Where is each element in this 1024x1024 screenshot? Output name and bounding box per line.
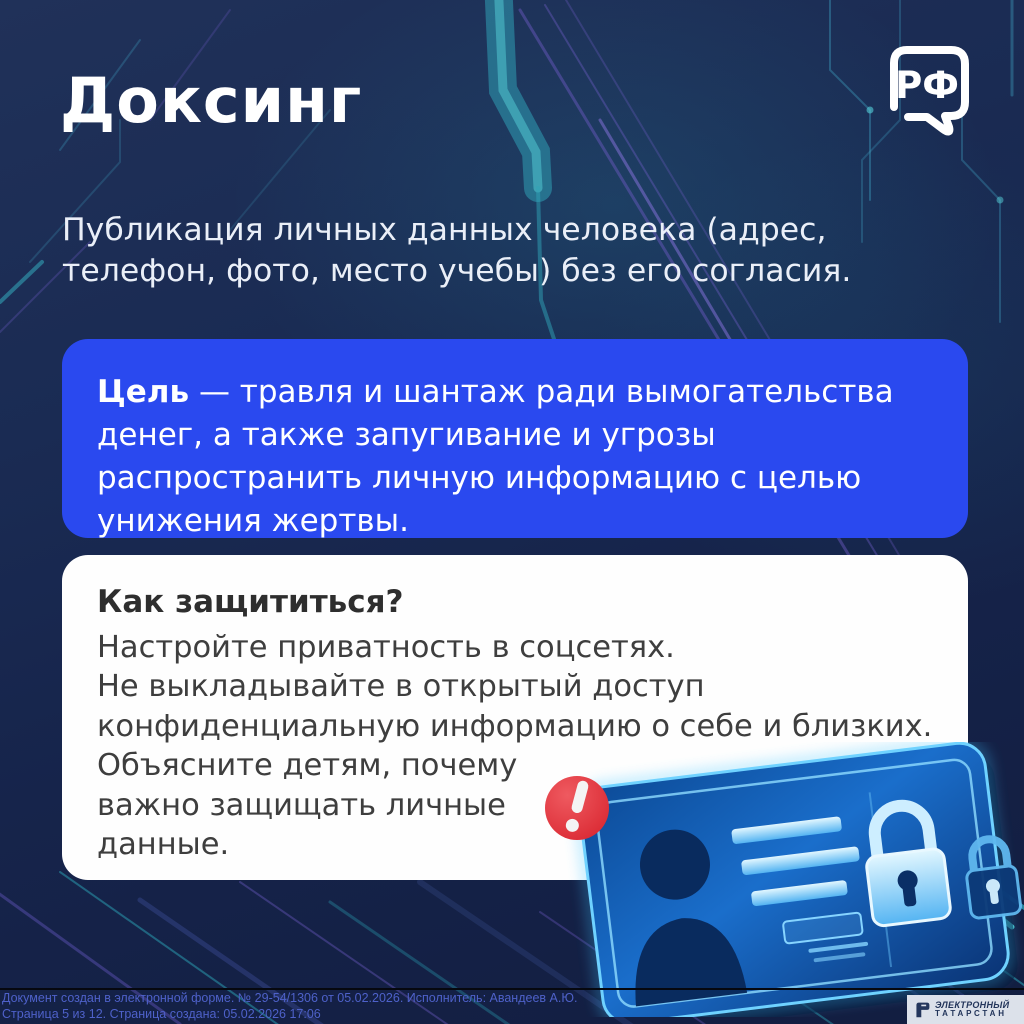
protection-line: Не выкладывайте в открытый доступ: [97, 669, 705, 704]
goal-line: [97, 371, 944, 414]
goal-line: денег, а также запугивание и угрозы: [97, 417, 716, 453]
goal-card: [62, 339, 968, 538]
protection-line: важно защищать личные: [97, 787, 506, 823]
et-badge-line2: ТАТАРСТАН: [935, 1009, 1007, 1019]
protection-line: Объясните детям, почему: [97, 748, 518, 783]
electronic-tatarstan-badge: [907, 995, 1024, 1024]
protection-line: Настройте приватность в соцсетях.: [97, 629, 675, 665]
intro-line: Публикация личных данных человека (адрес,: [62, 212, 827, 248]
protection-line: данные.: [97, 827, 230, 862]
id-card-illustration: [528, 742, 1024, 1017]
warning-icon: [545, 776, 609, 840]
footer-divider: [0, 988, 1024, 990]
intro-paragraph: [62, 210, 851, 292]
goal-lead: Цель: [97, 374, 190, 410]
goal-line: распространить личную информацию с целью: [97, 460, 862, 496]
footer-page-info: Страница 5 из 12. Страница создана: 05.02.2026 17:06: [2, 1007, 321, 1021]
et-badge-line1: ЭЛЕКТРОННЫЙ: [935, 999, 1010, 1010]
rf-logo-label: РФ: [895, 64, 959, 107]
goal-line: унижения жертвы.: [97, 503, 410, 539]
intro-line: телефон, фото, место учебы) без его согласия.: [62, 253, 852, 289]
protection-line: конфиденциальную информацию о себе и близких.: [97, 708, 933, 744]
id-card-icon: [577, 742, 1024, 1017]
et-logo-icon: [914, 1000, 931, 1019]
protection-heading: Как защититься?: [97, 584, 404, 620]
goal-line-rest: — травля и шантаж ради вымогательства: [189, 374, 894, 410]
rf-speech-bubble-icon: [880, 40, 976, 142]
footer-document-info: Документ создан в электронной форме. № 29-54/1306 от 05.02.2026. Исполнитель: Авандеев А.Ю.: [2, 991, 578, 1005]
page-title: Доксинг: [60, 64, 363, 137]
